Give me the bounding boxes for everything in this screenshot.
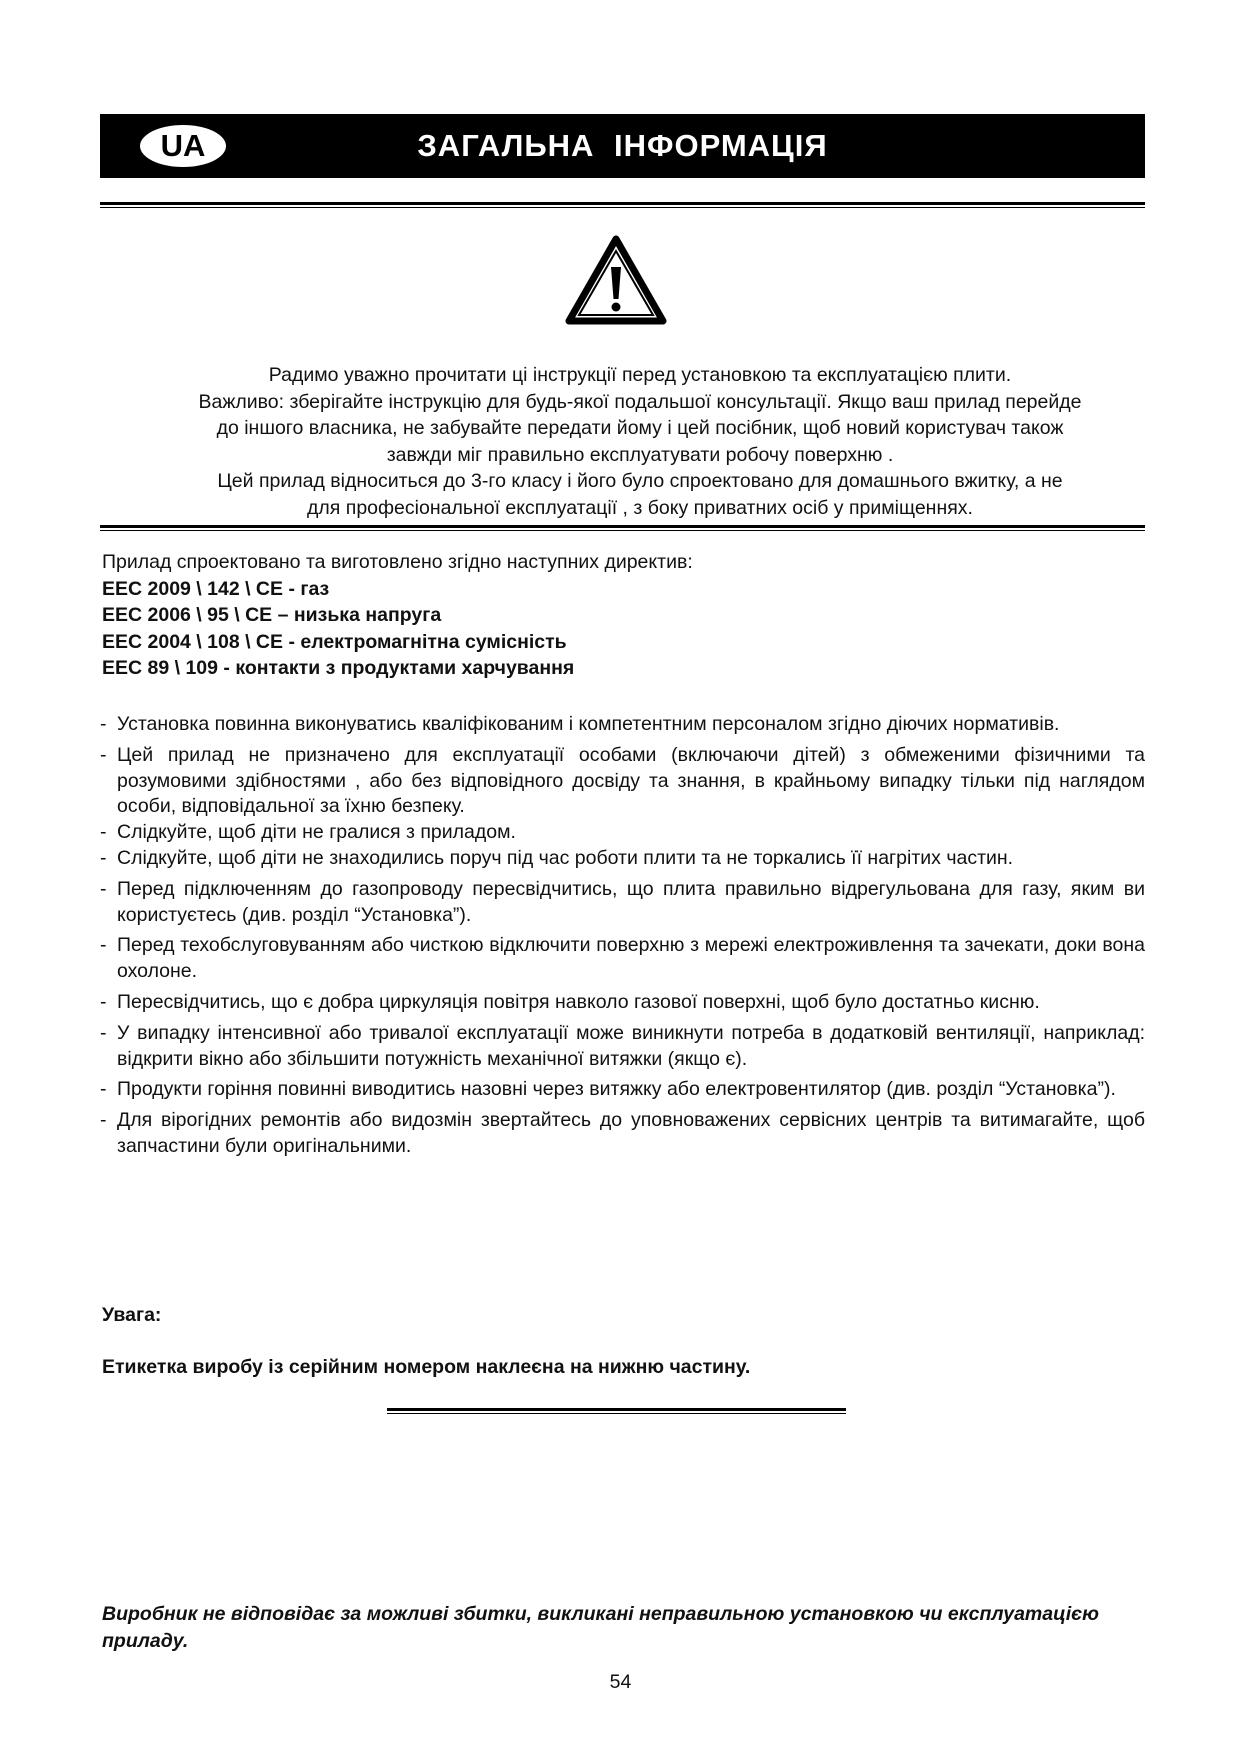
directives-intro: Прилад спроектовано та виготовлено згідно наступних директив: bbox=[102, 551, 693, 573]
intro-line: Радимо уважно прочитати ці інструкції перед установкою та експлуатацією плити. bbox=[268, 364, 1012, 386]
section-title: ЗАГАЛЬНА ІНФОРМАЦІЯ bbox=[417, 128, 828, 163]
language-badge: UA bbox=[140, 125, 226, 167]
directive-item: EEC 2006 \ 95 \ CE – низька напруга bbox=[102, 604, 442, 626]
disclaimer: Виробник не відповідає за можливі збитки, викликані неправильною установкою чи експлуатацією приладу. bbox=[102, 1603, 1099, 1652]
intro-line: Важливо: зберігайте інструкцію для будь-якої подальшої консультації. Якщо ваш прилад перейде bbox=[198, 390, 1082, 413]
safety-list bbox=[100, 712, 1145, 1160]
directives-block bbox=[102, 549, 1102, 682]
top-divider bbox=[100, 202, 1145, 208]
section-header bbox=[100, 114, 1145, 178]
list-item: - Цей прилад не призначено для експлуатації особами (включаючи дітей) з обмеженими фізичними та розумовими здібностями , або без відповідного досвіду та знання, в крайньому випадку тільки під наглядом особи, відповідальної за їхню безпеку. bbox=[100, 743, 1145, 820]
list-item: - У випадку інтенсивної або тривалої експлуатації може виникнути потреба в додатковій вентиляції, наприклад: відкрити вікно або збільшити потужність механічної витяжки (якщо є). bbox=[100, 1021, 1145, 1073]
list-item: - Перед підключенням до газопроводу пересвідчитись, що плита правильно відрегульована для газу, яким ви користуєтесь (див. розділ “Установка”). bbox=[100, 877, 1145, 929]
page-number: 54 bbox=[609, 1671, 632, 1693]
warning-triangle-icon bbox=[565, 235, 667, 327]
intro-line: до іншого власника, не забувайте передати йому і цей посібник, щоб новий користувач також bbox=[216, 417, 1064, 439]
list-item: - Слідкуйте, щоб діти не гралися з приладом. bbox=[100, 820, 1145, 846]
list-item: - Слідкуйте, щоб діти не знаходились поруч під час роботи плити та не торкались її нагрітих частин. bbox=[100, 846, 1145, 872]
directive-item: EEC 89 \ 109 - контакти з продуктами харчування bbox=[102, 657, 575, 679]
directive-item: EEC 2009 \ 142 \ CE - газ bbox=[102, 577, 330, 600]
bottom-divider bbox=[387, 1408, 846, 1414]
intro-line: для професіональної експлуатації , з боку приватних осіб у приміщеннях. bbox=[307, 496, 973, 519]
intro-line: Цей прилад відноситься до 3-го класу і його було спроектовано для домашнього вжитку, а не bbox=[217, 470, 1063, 492]
list-item: - Перед техобслуговуванням або чисткою відключити поверхню з мережі електроживлення та зачекати, доки вона охолоне. bbox=[100, 933, 1145, 985]
list-item: - Пересвідчитись, що є добра циркуляція повітря навколо газової поверхні, щоб було достатньо кисню. bbox=[100, 990, 1145, 1016]
directive-item: EEC 2004 \ 108 \ CE - електромагнітна сумісність bbox=[102, 630, 567, 653]
middle-divider bbox=[100, 525, 1145, 531]
intro-text bbox=[100, 362, 1180, 521]
note-text: Етикетка виробу із серійним номером наклеєна на нижню частину. bbox=[102, 1356, 751, 1378]
list-item: - Для вірогідних ремонтів або видозмін звертайтесь до уповноважених сервісних центрів та витимагайте, щоб запчастини були оригінальними. bbox=[100, 1108, 1145, 1160]
list-item: - Продукти горіння повинні виводитись назовні через витяжку або електровентилятор (див. розділ “Установка”). bbox=[100, 1077, 1145, 1103]
intro-line: завжди міг правильно експлуатувати робочу поверхню . bbox=[386, 443, 894, 466]
list-item: - Установка повинна виконуватись кваліфікованим і компетентним персоналом згідно діючих нормативів. bbox=[100, 712, 1145, 738]
note-label: Увага: bbox=[102, 1304, 162, 1326]
